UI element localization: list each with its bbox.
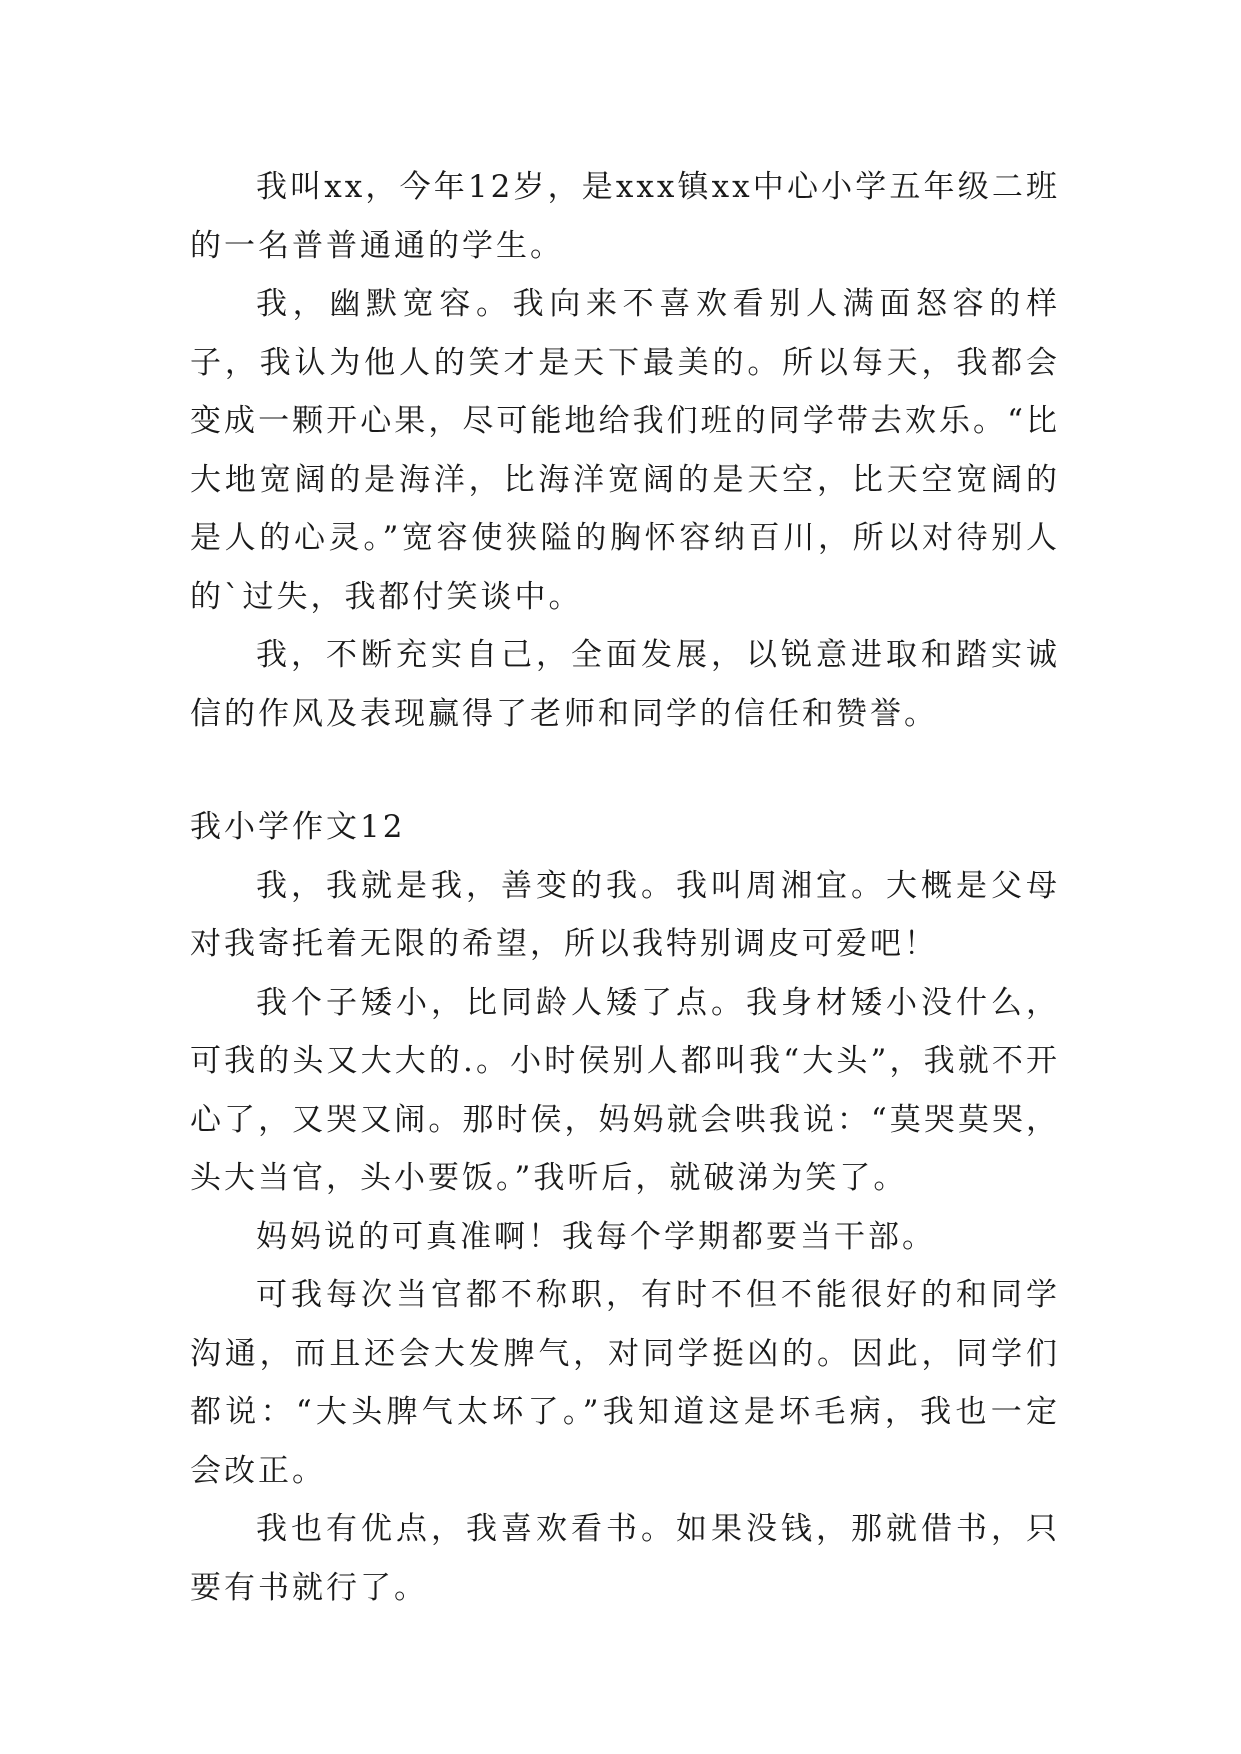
essay-part-1 [190,158,1060,743]
paragraph: 我个子矮小，比同龄人矮了点。我身材矮小没什么，可我的头又大大的.。小时侯别人都叫我“大头”，我就不开心了，又哭又闹。那时侯，妈妈就会哄我说：“莫哭莫哭，头大当官，头小要饭。”我听后，就破涕为笑了。 [190,984,1060,1196]
essay-title: 我小学作文12 [190,809,406,845]
paragraph: 我叫xx，今年12岁，是xxx镇xx中心小学五年级二班的一名普普通通的学生。 [190,169,1060,264]
essay-part-2 [190,798,1060,1617]
paragraph: 妈妈说的可真准啊！我每个学期都要当干部。 [256,1218,936,1255]
paragraph: 可我每次当官都不称职，有时不但不能很好的和同学沟通，而且还会大发脾气，对同学挺凶的。因此，同学们都说：“大头脾气太坏了。”我知道这是坏毛病，我也一定会改正。 [190,1277,1060,1489]
paragraph: 我，幽默宽容。我向来不喜欢看别人满面怒容的样子，我认为他人的笑才是天下最美的。所以每天，我都会变成一颗开心果，尽可能地给我们班的同学带去欢乐。“比大地宽阔的是海洋，比海洋宽阔的是天空，比天空宽阔的是人的心灵。”宽容使狭隘的胸怀容纳百川，所以对待别人的`过失，我都付笑谈中。 [190,286,1060,615]
paragraph: 我，不断充实自己，全面发展，以锐意进取和踏实诚信的作风及表现赢得了老师和同学的信任和赞誉。 [190,637,1060,732]
paragraph: 我，我就是我，善变的我。我叫周湘宜。大概是父母对我寄托着无限的希望，所以我特别调皮可爱吧！ [190,867,1060,962]
paragraph: 我也有优点，我喜欢看书。如果没钱，那就借书，只要有书就行了。 [190,1511,1060,1606]
